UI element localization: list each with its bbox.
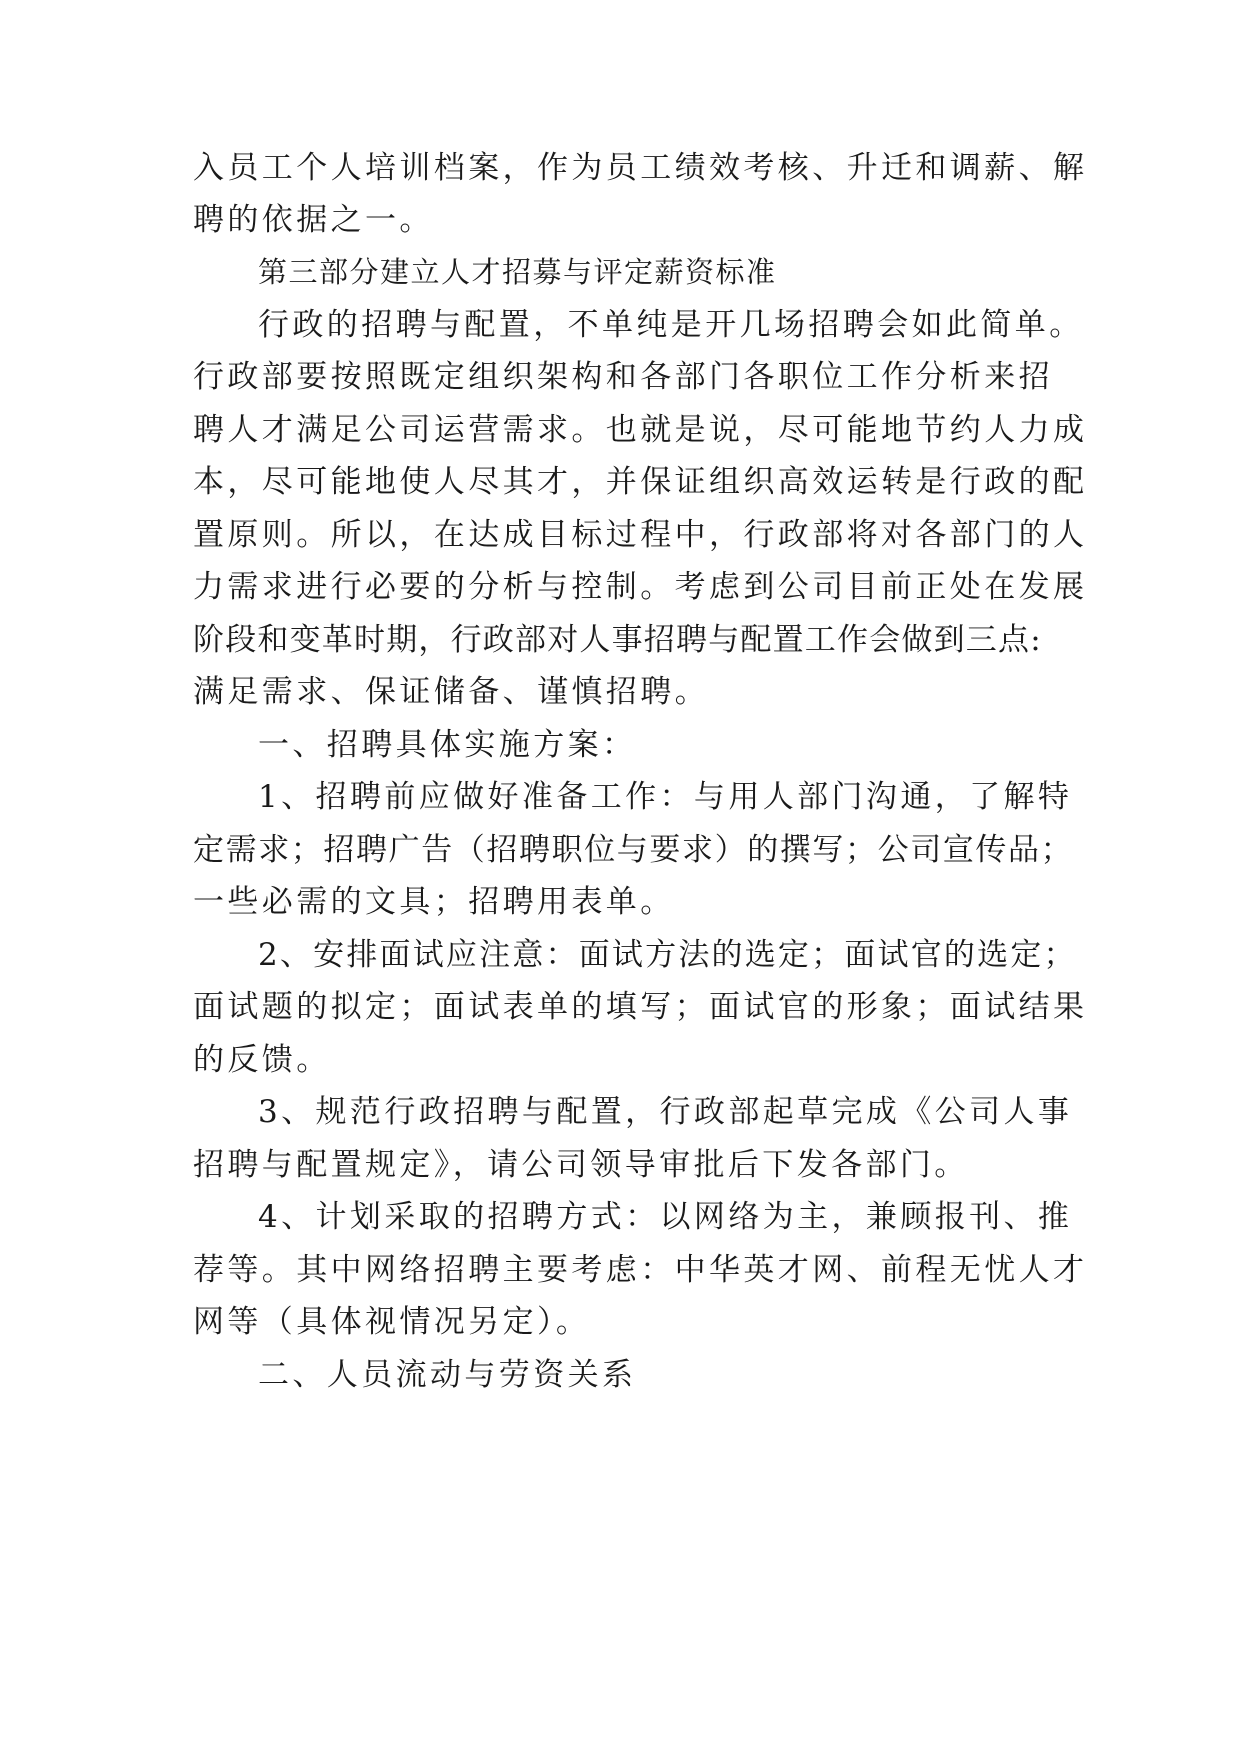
subheading: 二、人员流动与劳资关系 xyxy=(258,1357,637,1393)
paragraph-line: 一些必需的文具；招聘用表单。 xyxy=(193,884,675,920)
paragraph-line: 置原则。所以，在达成目标过程中，行政部将对各部门的人 xyxy=(193,517,1088,553)
paragraph-line: 网等（具体视情况另定）。 xyxy=(193,1304,591,1340)
paragraph-line: 力需求进行必要的分析与控制。考虑到公司目前正处在发展 xyxy=(193,569,1088,605)
paragraph-line: 满足需求、保证储备、谨慎招聘。 xyxy=(193,674,709,710)
paragraph-line: 荐等。其中网络招聘主要考虑：中华英才网、前程无忧人才 xyxy=(193,1252,1088,1288)
paragraph-line: 入员工个人培训档案，作为员工绩效考核、升迁和调薪、解 xyxy=(193,150,1088,186)
paragraph-line: 聘的依据之一。 xyxy=(193,202,434,238)
paragraph-line: 1、招聘前应做好准备工作：与用人部门沟通，了解特 xyxy=(258,779,1073,815)
paragraph-line: 行政的招聘与配置，不单纯是开几场招聘会如此简单。 xyxy=(258,307,1084,343)
paragraph-line: 聘人才满足公司运营需求。也就是说，尽可能地节约人力成 xyxy=(193,412,1088,448)
paragraph-line: 3、规范行政招聘与配置，行政部起草完成《公司人事 xyxy=(258,1094,1073,1130)
paragraph-line: 行政部要按照既定组织架构和各部门各职位工作分析来招 xyxy=(193,359,1053,395)
paragraph-line: 定需求；招聘广告（招聘职位与要求）的撰写；公司宣传品； xyxy=(193,832,1074,868)
paragraph-line: 阶段和变革时期，行政部对人事招聘与配置工作会做到三点: xyxy=(193,622,1042,658)
paragraph-line: 招聘与配置规定》，请公司领导审批后下发各部门。 xyxy=(193,1147,969,1183)
paragraph-line: 本，尽可能地使人尽其才，并保证组织高效运转是行政的配 xyxy=(193,464,1088,500)
paragraph-line: 4、计划采取的招聘方式：以网络为主，兼顾报刊、推 xyxy=(258,1199,1073,1235)
paragraph-line: 2、安排面试应注意：面试方法的选定；面试官的选定； xyxy=(258,937,1077,973)
section-heading: 第三部分建立人才招募与评定薪资标准 xyxy=(258,255,777,289)
paragraph-line: 面试题的拟定；面试表单的填写；面试官的形象；面试结果 xyxy=(193,989,1088,1025)
paragraph-line: 的反馈。 xyxy=(193,1042,331,1078)
subheading: 一、招聘具体实施方案： xyxy=(258,727,637,763)
